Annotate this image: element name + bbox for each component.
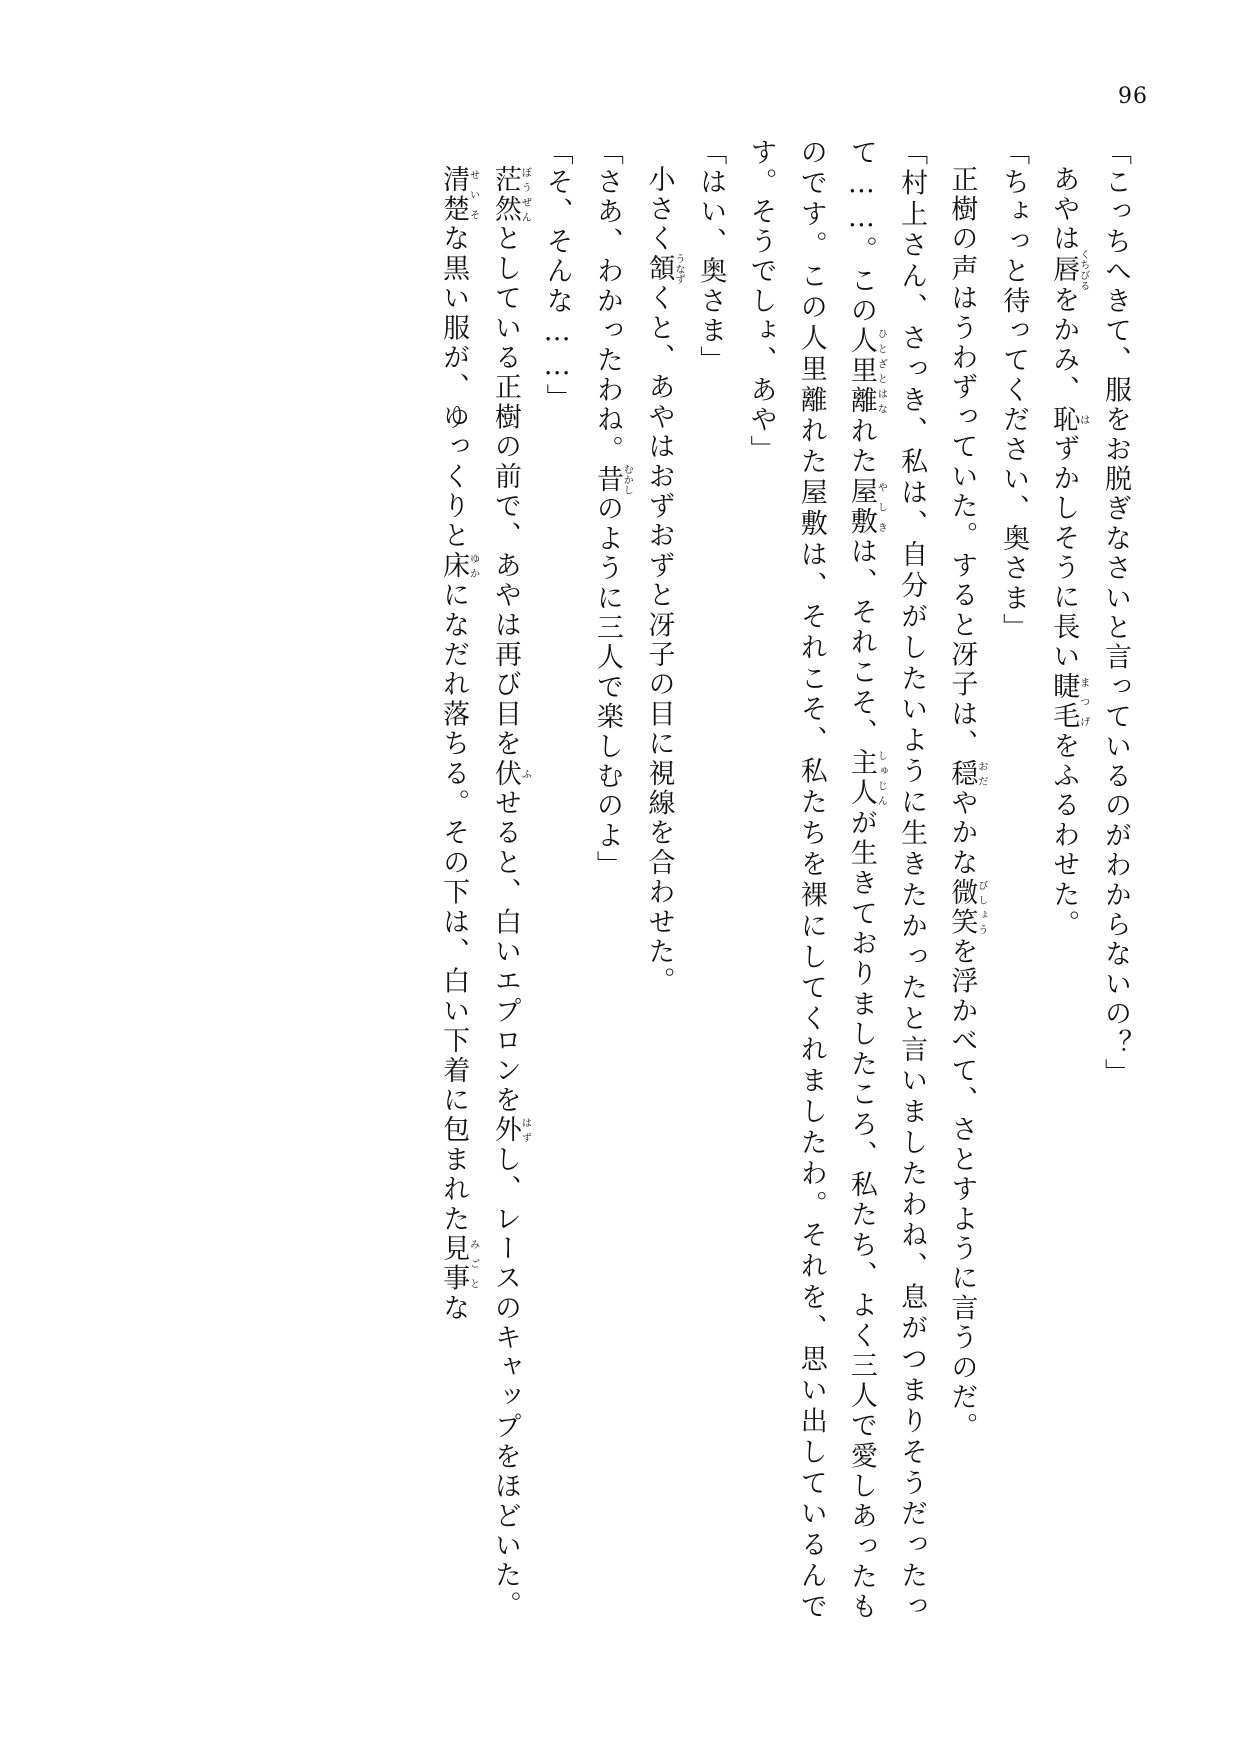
ruby-hazu: 外はず: [489, 1115, 532, 1146]
paragraph: 「村上さん、さっき、私は、自分がしたいように生きたかったと言いましたわね、息がつまりそうだったって……。この人里離ひとざとはなれた屋敷やしきは、それこそ、主人しゅじんが生きておりましたころ、私たち、よく三人で愛しあったものです。この人里離れた屋敷は、それこそ、私たちを裸にしてくれましたわ。それを、思い出しているんです。そうでしょ、あや」: [745, 138, 928, 1622]
ruby-watakushi: 主人しゅじん: [845, 748, 888, 809]
ruby-unazu: 頷うなず: [643, 253, 686, 285]
ruby-matsuge: 睫毛まつげ: [1048, 672, 1090, 732]
ruby-fu: 伏ふ: [489, 759, 532, 789]
paragraph: 「こっちへきて、服をお脱ぎなさいと言っているのがわからないの？」: [1100, 138, 1131, 1089]
paragraph: 茫然ぼうぜんとしている正樹の前で、あやは再び目を伏ふせると、白いエプロンを外はずし、レースのキャップをほどいた。: [489, 165, 532, 1621]
paragraph: 清楚せいそな黒い服が、ゆっくりと床ゆかになだれ落ちる。その下は、白い下着に包まれた見事みごとな: [438, 165, 480, 1324]
paragraph: 正樹の声はうわずっていた。すると冴子は、穏おだやかな微笑びしょうを浮かべて、さとすように言うのだ。: [946, 165, 988, 1443]
paragraph: 「さあ、わかったわね。昔むかしのように三人で楽しむのよ」: [591, 138, 634, 881]
paragraph: 「そ、そんな……」: [541, 138, 573, 414]
ruby-kuchibiru: 唇くちびる: [1048, 249, 1090, 291]
ruby-bouzen: 茫然ぼうぜん: [489, 165, 532, 225]
paragraph: 「ちょっと待ってください、奥さま」: [998, 138, 1030, 643]
paragraph: 「はい、奥さま」: [695, 138, 727, 376]
ruby-ha: 恥は: [1048, 404, 1090, 435]
paragraph: あやは唇くちびるをかみ、恥はずかしそうに長い睫毛まつげをふるわせた。: [1048, 165, 1090, 940]
page-number: 96: [1118, 84, 1148, 109]
paragraph: 小さく頷うなずくと、あやはおずおずと冴子の目に視線を合わせた。: [643, 165, 686, 997]
ruby-migoto: 見事みごと: [438, 1234, 480, 1294]
page-body-text: [110, 138, 1140, 1622]
ruby-seiso: 清楚せいそ: [438, 165, 480, 225]
ruby-hitozatohana: 人里離ひとざとはな: [845, 326, 888, 417]
ruby-mukashi: 昔むかし: [591, 463, 634, 496]
ruby-yashiki: 屋敷やしき: [845, 477, 888, 538]
ruby-oda: 穏おだ: [946, 759, 988, 789]
ruby-yuka: 床ゆか: [438, 551, 480, 581]
ruby-bishou: 微笑びしょう: [946, 877, 988, 938]
